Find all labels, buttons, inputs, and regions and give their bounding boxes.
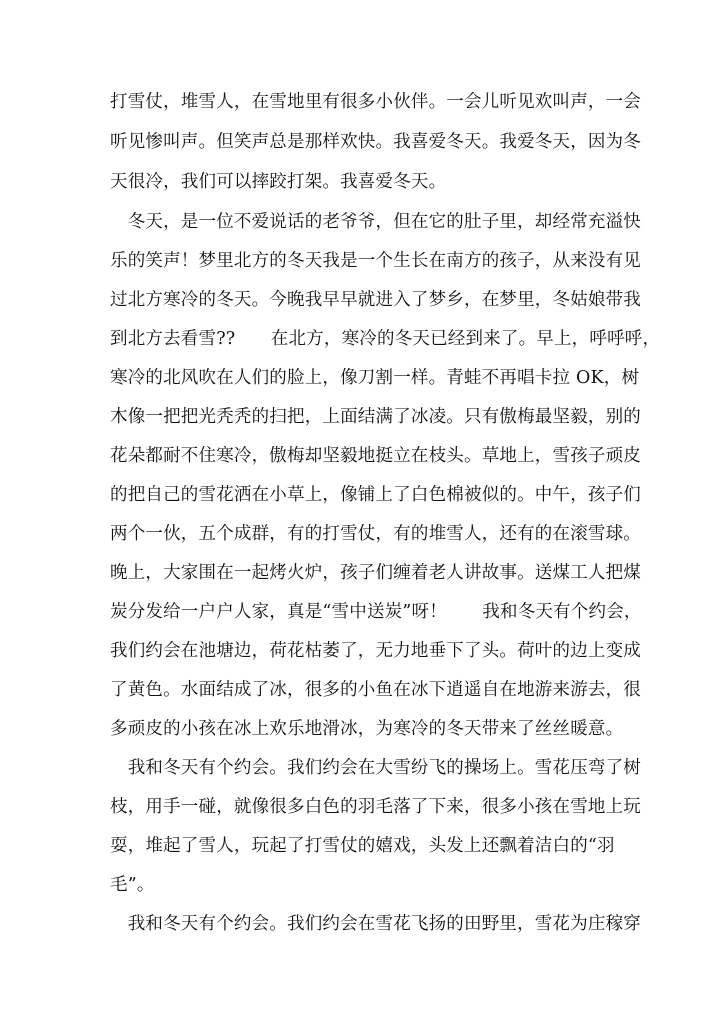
text-line: 两个一伙，五个成群，有的打雪仗，有的堆雪人，还有的在滚雪球。 [110, 524, 641, 544]
text-line: 炭分发给一户户人家，真是“雪中送炭”呀！ 我和冬天有个约会， [110, 602, 642, 622]
text-line: 听见惨叫声。但笑声总是那样欢快。我喜爱冬天。我爱冬天，因为冬 [110, 132, 641, 152]
text-line: 了黄色。水面结成了冰，很多的小鱼在冰下逍遥自在地游来游去，很 [110, 680, 641, 700]
text-line: 我们约会在池塘边，荷花枯萎了，无力地垂下了头。荷叶的边上变成 [110, 641, 641, 661]
text-line: 打雪仗，堆雪人，在雪地里有很多小伙伴。一会儿听见欢叫声，一会 [110, 92, 641, 112]
text-line: 天很冷，我们可以摔跤打架。我喜爱冬天。 [110, 172, 447, 192]
text-line: 到北方去看雪?? 在北方，寒冷的冬天已经到来了。早上，呼呼呼， [110, 329, 661, 349]
text-line: 乐的笑声！梦里北方的冬天我是一个生长在南方的孩子，从来没有见 [110, 251, 641, 271]
text-line: 我和冬天有个约会。我们约会在大雪纷飞的操场上。雪花压弯了树 [110, 758, 641, 778]
text-line: 枝，用手一碰，就像很多白色的羽毛落了下来，很多小孩在雪地上玩 [110, 797, 641, 817]
text-line: 多顽皮的小孩在冰上欢乐地滑冰，为寒冷的冬天带来了丝丝暖意。 [110, 719, 624, 739]
text-line: 花朵都耐不住寒冷，傲梅却坚毅地挺立在枝头。草地上，雪孩子顽皮 [110, 446, 641, 466]
text-line: 耍，堆起了雪人，玩起了打雪仗的嬉戏，头发上还飘着洁白的“羽 [110, 836, 615, 856]
text-line: 过北方寒冷的冬天。今晚我早早就进入了梦乡，在梦里，冬姑娘带我 [110, 290, 641, 310]
text-line: 木像一把把光秃秃的扫把，上面结满了冰凌。只有傲梅最坚毅，别的 [110, 407, 641, 427]
text-line: 我和冬天有个约会。我们约会在雪花飞扬的田野里，雪花为庄稼穿 [110, 914, 641, 934]
text-line: 的把自己的雪花洒在小草上，像铺上了白色棉被似的。中午，孩子们 [110, 485, 641, 505]
text-line: 寒冷的北风吹在人们的脸上，像刀割一样。青蛙不再唱卡拉 OK，树 [110, 368, 640, 388]
text-line: 冬天，是一位不爱说话的老爷爷，但在它的肚子里，却经常充溢快 [110, 212, 641, 232]
text-line: 毛”。 [110, 875, 155, 895]
text-line: 晚上，大家围在一起烤火炉，孩子们缠着老人讲故事。送煤工人把煤 [110, 563, 641, 583]
